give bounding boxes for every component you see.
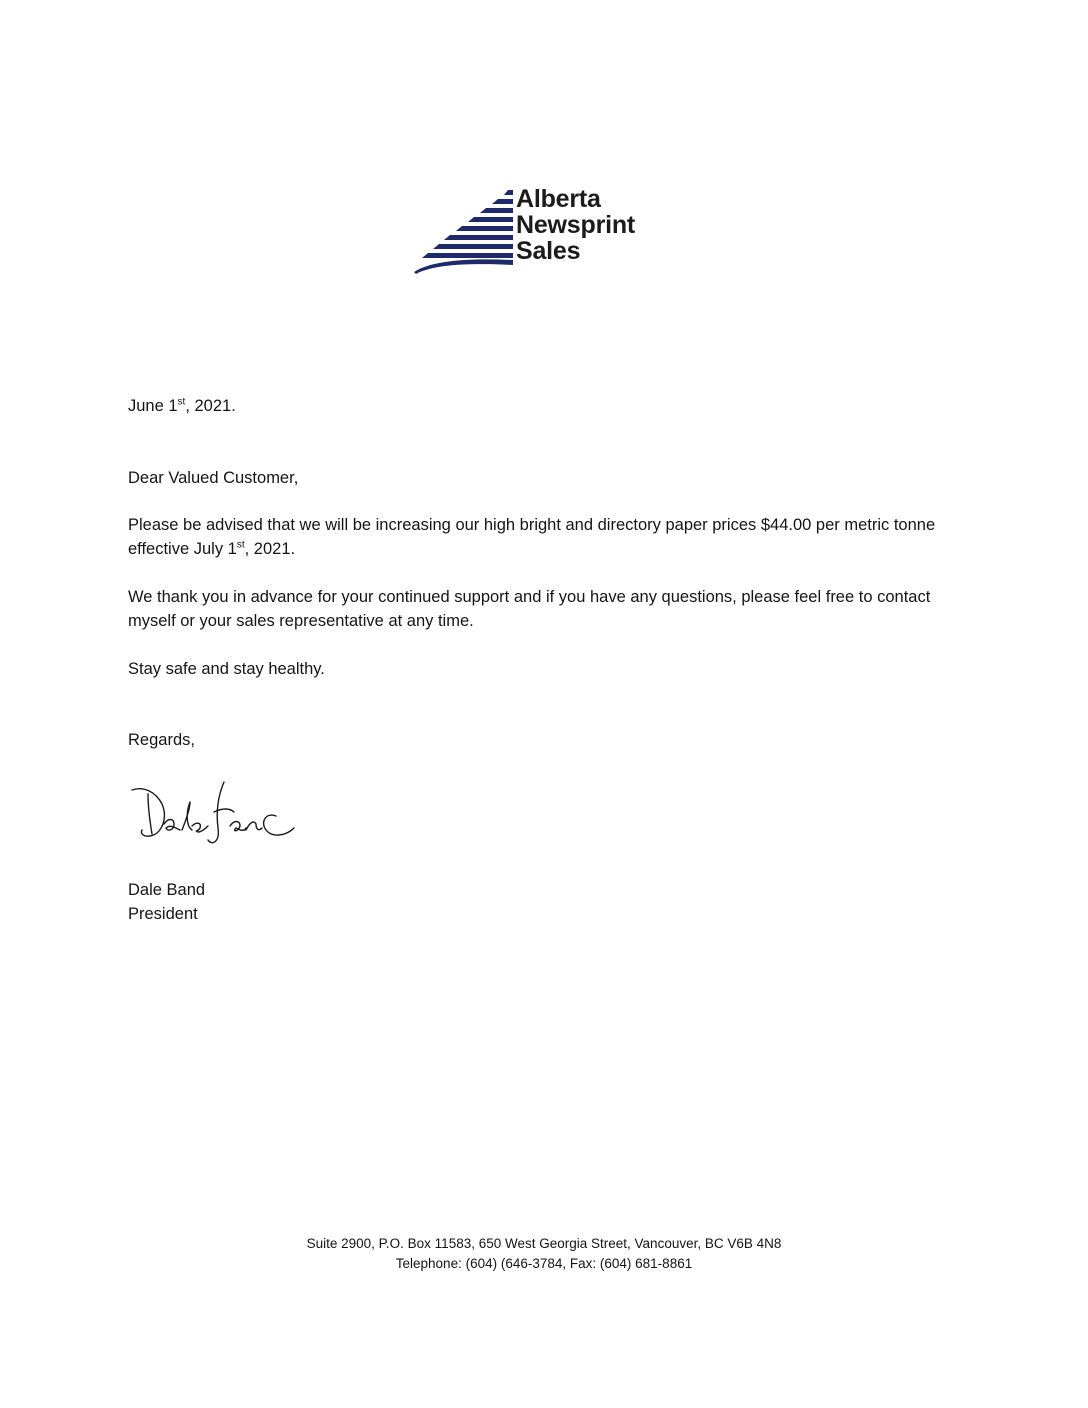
salutation: Dear Valued Customer,	[128, 469, 299, 487]
para2-text: We thank you in advance for your continued support and if you have any questions, please feel free to contact myself or your sales representative at any time.	[128, 588, 931, 630]
logo-wordmark	[516, 186, 635, 264]
date-day: June 1	[128, 397, 178, 415]
letter-date	[128, 394, 988, 418]
logo-line-1: Alberta	[516, 185, 601, 213]
footer	[0, 1234, 1088, 1274]
date-ordinal: st	[177, 396, 186, 408]
para1-year: , 2021.	[244, 540, 296, 558]
signer-name: Dale Band	[128, 881, 206, 899]
footer-contact: Telephone: (604) (646-3784, Fax: (604) 681-8861	[395, 1256, 693, 1271]
paragraph-thanks	[128, 585, 988, 633]
signer-block	[128, 878, 988, 926]
signer-title: President	[128, 905, 198, 923]
paragraph-stay-safe: Stay safe and stay healthy.	[128, 660, 325, 678]
closing: Regards,	[128, 731, 195, 749]
para1-text: Please be advised that we will be increasing our high bright and directory paper prices $44.00 per metric tonne effective July 1	[128, 516, 936, 558]
para1-ordinal: st	[236, 539, 245, 551]
logo-line-2: Newsprint	[516, 211, 636, 239]
paragraph-price-increase	[128, 513, 988, 561]
logo-line-3: Sales	[516, 237, 581, 265]
handwritten-signature	[126, 772, 306, 852]
date-year: , 2021.	[185, 397, 236, 415]
company-logo	[412, 186, 682, 278]
logo-stripes-icon	[412, 186, 514, 278]
footer-address: Suite 2900, P.O. Box 11583, 650 West Georgia Street, Vancouver, BC V6B 4N8	[306, 1236, 782, 1251]
